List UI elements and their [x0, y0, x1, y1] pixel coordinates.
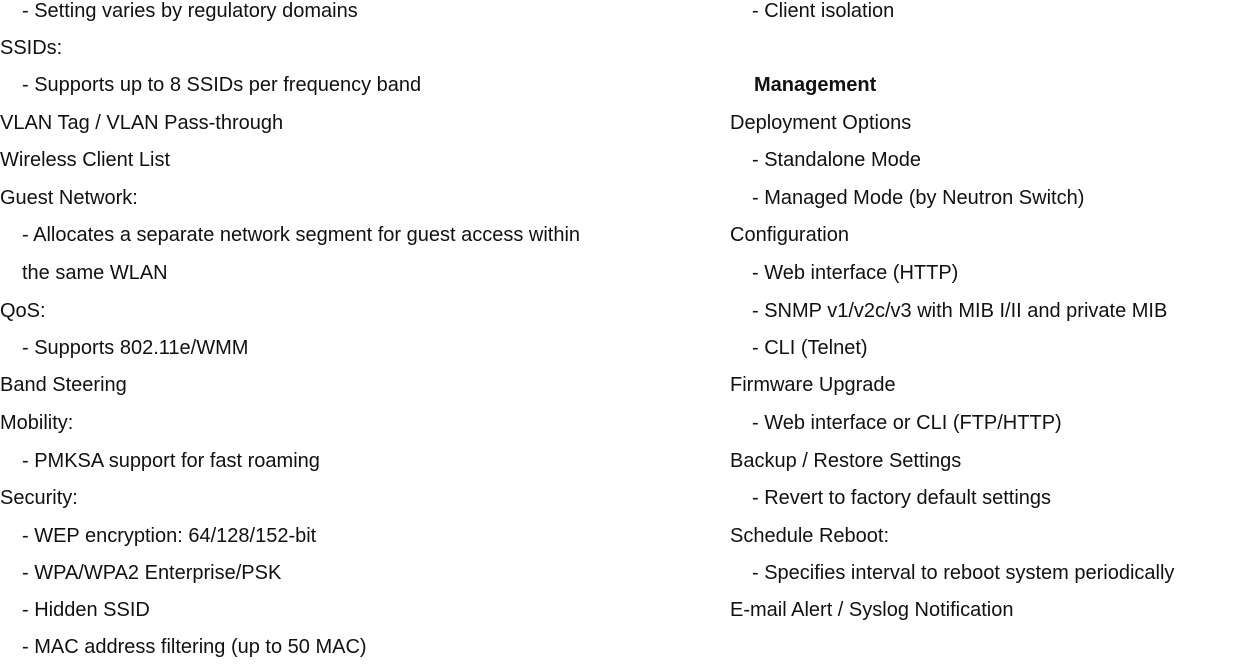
feature-line: - WPA/WPA2 Enterprise/PSK — [22, 562, 282, 584]
section-heading: Management — [754, 74, 877, 96]
feature-line: - Supports 802.11e/WMM — [22, 337, 249, 359]
feature-line: - Client isolation — [752, 0, 895, 22]
feature-line: SSIDs: — [0, 37, 63, 59]
feature-line: Configuration — [730, 224, 849, 246]
feature-line: - PMKSA support for fast roaming — [22, 450, 320, 472]
feature-line: Wireless Client List — [0, 149, 171, 171]
feature-line: QoS: — [0, 300, 46, 322]
feature-line: - Web interface (HTTP) — [752, 262, 959, 284]
feature-line: Guest Network: — [0, 187, 138, 209]
feature-line: - WEP encryption: 64/128/152-bit — [22, 525, 317, 547]
feature-line: - MAC address filtering (up to 50 MAC) — [22, 636, 367, 658]
feature-line: - Allocates a separate network segment for guest access within — [22, 224, 581, 246]
feature-line: Security: — [0, 487, 78, 509]
feature-line: - Standalone Mode — [752, 149, 922, 171]
feature-line: the same WLAN — [22, 262, 168, 284]
feature-line: VLAN Tag / VLAN Pass-through — [0, 112, 284, 134]
feature-line: Backup / Restore Settings — [730, 450, 962, 472]
feature-line: - SNMP v1/v2c/v3 with MIB I/II and private MIB — [752, 300, 1168, 322]
feature-line: - Hidden SSID — [22, 599, 150, 621]
feature-line: Firmware Upgrade — [730, 374, 896, 396]
feature-line: Band Steering — [0, 374, 127, 396]
feature-line: - Specifies interval to reboot system periodically — [752, 562, 1175, 584]
feature-line: - Supports up to 8 SSIDs per frequency band — [22, 74, 422, 96]
feature-line: - Revert to factory default settings — [752, 487, 1052, 509]
feature-line: - Web interface or CLI (FTP/HTTP) — [752, 412, 1062, 434]
feature-line: - CLI (Telnet) — [752, 337, 868, 359]
feature-line: - Managed Mode (by Neutron Switch) — [752, 187, 1085, 209]
feature-line: Deployment Options — [730, 112, 912, 134]
feature-line: Schedule Reboot: — [730, 525, 890, 547]
feature-line: - Setting varies by regulatory domains — [22, 0, 358, 22]
feature-line: Mobility: — [0, 412, 74, 434]
feature-line: E-mail Alert / Syslog Notification — [730, 599, 1014, 621]
